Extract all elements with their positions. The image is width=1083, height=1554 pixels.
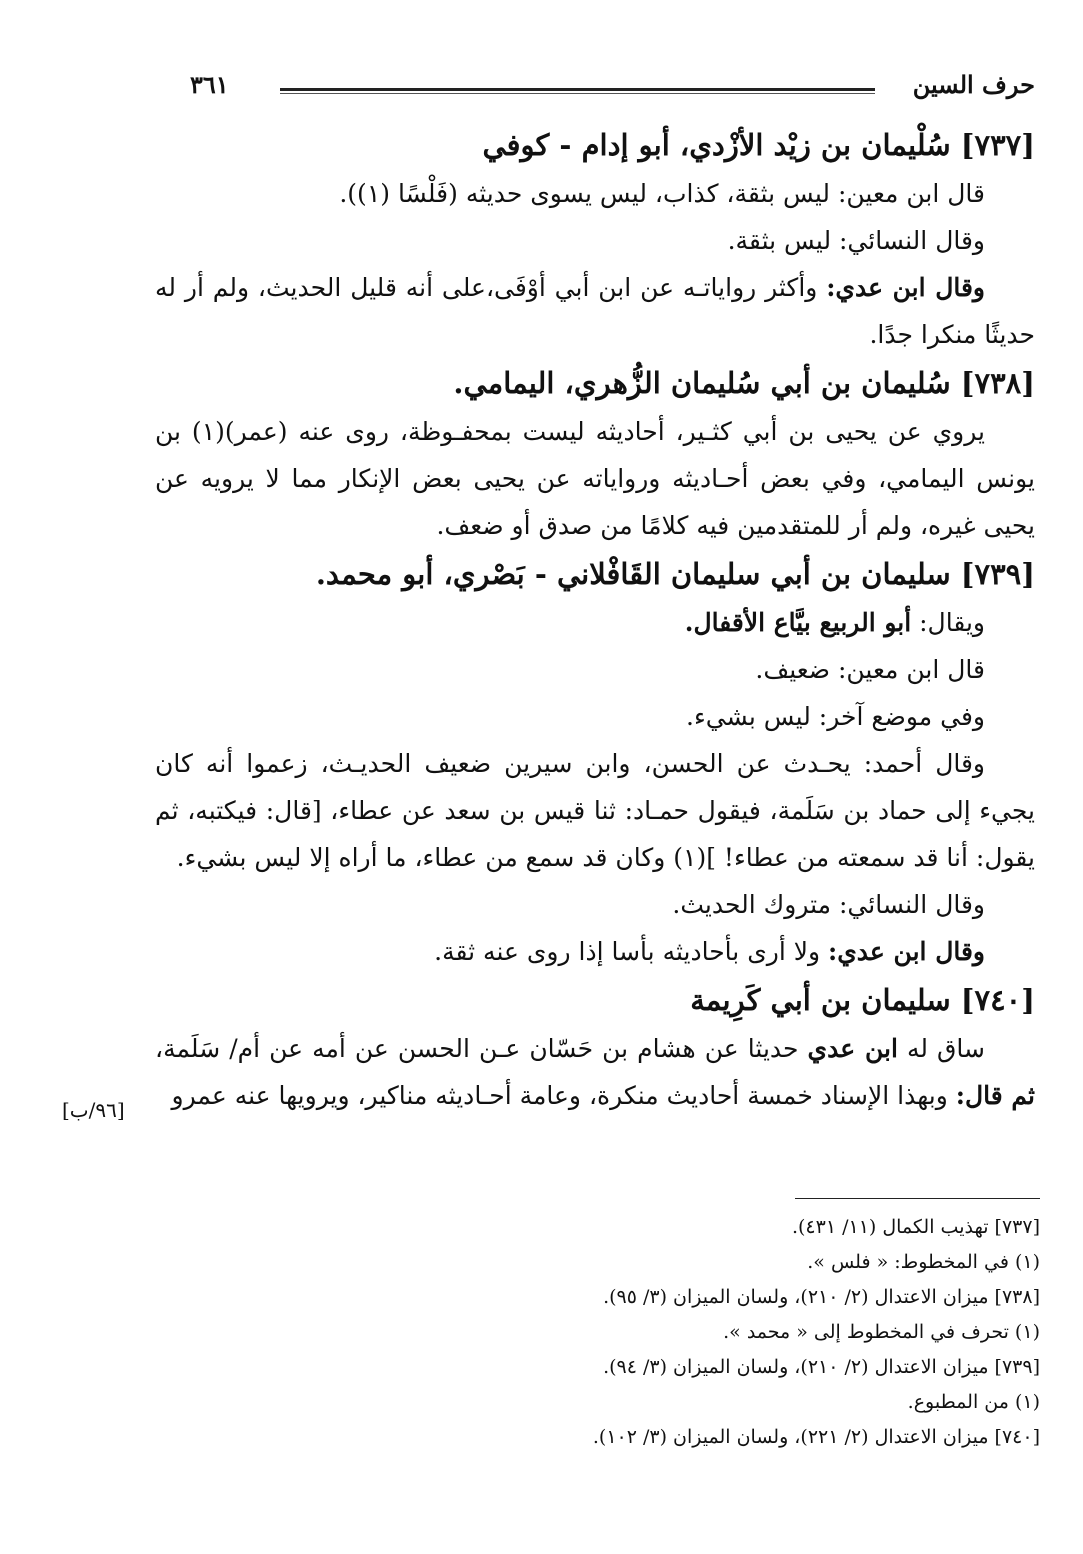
entry-738-paragraph: يروي عن يحيى بن أبي كثـير، أحاديثه ليست بمحفـوظة، روى عنه (عمر)(١) بن يونس اليمامي، وفي بعض أحـاديثه ورواياته عن يحيى بعض الإنكار مما لا يرويه عن يحيى غيره، ولم أر للمتقدمين فيه كلامًا من صدق أو ضعف. xyxy=(155,417,1035,540)
entry-heading-740: [٧٤٠] سليمان بن أبي كَرِيمة xyxy=(690,983,1035,1017)
footnote: (١) تحرف في المخطوط إلى « محمد ». xyxy=(723,1321,1040,1343)
page-number: ٣٦١ xyxy=(190,70,229,99)
entry-737-paragraph: وقال النسائي: ليس بثقة. xyxy=(727,226,985,255)
entry-heading-737: [٧٣٧] سُلْيمان بن زيْد الأزْدي، أبو إدام - كوفي xyxy=(482,128,1035,162)
entry-heading-738: [٧٣٨] سُليمان بن أبي سُليمان الزُّهري، اليمامي. xyxy=(453,366,1035,400)
running-title: حرف السين xyxy=(912,70,1035,99)
entry-739-paragraph xyxy=(155,599,1035,646)
entry-739-paragraph: وفي موضع آخر: ليس بشيء. xyxy=(686,702,985,731)
entry-739-paragraph: وقال النسائي: متروك الحديث. xyxy=(672,890,985,919)
paragraph-text: وأكثر رواياتـه عن ابن أبي أوْفَى،على أنه قليل الحديث، ولم أر له حديثًا منكرا جدًا. xyxy=(155,273,1035,349)
paragraph-text: ساق له xyxy=(897,1034,985,1063)
entry-heading-739: [٧٣٩] سليمان بن أبي سليمان القَافْلاني - بَصْري، أبو محمد. xyxy=(315,557,1035,591)
entry-739-paragraph: وقال أحمد: يحـدث عن الحسن، وابن سيرين ضعيف الحديـث، زعموا أنه كان يجيء إلى حماد بن سَلَمة، فيقول حمـاد: ثنا قيس بن سعد عن عطاء، [قال: فيكتبه، ثم يقول: أنا قد سمعته من عطاء! ](١) وكان قد سمع من عطاء، ما أراه إلا ليس بشيء. xyxy=(155,749,1035,872)
entry-737-paragraph xyxy=(155,264,1035,358)
speaker-label: وقال ابن عدي: xyxy=(828,937,985,966)
speaker-label: ثم قال: xyxy=(955,1081,1035,1110)
footnote: (١) من المطبوع. xyxy=(907,1391,1040,1413)
kunya-label: أبو الربيع بيَّاع الأقفال. xyxy=(684,608,912,637)
main-text xyxy=(155,120,1035,1119)
footnotes xyxy=(200,1210,1040,1455)
paragraph-text: وبهذا الإسناد خمسة أحاديث منكرة، وعامة أحـاديثه مناكير، ويرويها عنه عمرو xyxy=(171,1081,956,1110)
paragraph-text: ويقال: xyxy=(911,608,985,637)
page-header xyxy=(190,70,1045,110)
footnote: [٧٣٧] تهذيب الكمال (١١/ ٤٣١). xyxy=(791,1216,1040,1238)
speaker-label: ابن عدي xyxy=(807,1034,898,1063)
entry-739-paragraph xyxy=(155,928,1035,975)
header-rule xyxy=(280,88,875,94)
paragraph-text: ولا أرى بأحاديثه بأسا إذا روى عنه ثقة. xyxy=(434,937,829,966)
footnote: (١) في المخطوط: « فلس ». xyxy=(807,1251,1040,1273)
entry-739-paragraph: قال ابن معين: ضعيف. xyxy=(755,655,985,684)
footnote: [٧٤٠] ميزان الاعتدال (٢/ ٢٢١)، ولسان الميزان (٣/ ١٠٢). xyxy=(592,1426,1040,1448)
entry-740-paragraph xyxy=(155,1025,1035,1119)
speaker-label: وقال ابن عدي: xyxy=(826,273,986,302)
footnote-separator xyxy=(795,1198,1040,1199)
footnote: [٧٣٨] ميزان الاعتدال (٢/ ٢١٠)، ولسان الميزان (٣/ ٩٥). xyxy=(603,1286,1040,1308)
entry-737-paragraph: قال ابن معين: ليس بثقة، كذاب، ليس يسوى حديثه (فَلْسًا (١)). xyxy=(339,179,985,208)
paragraph-text: حديثا عن هشام بن حَسّان عـن الحسن عن أمه عن أم/ سَلَمة، xyxy=(155,1034,808,1063)
footnote: [٧٣٩] ميزان الاعتدال (٢/ ٢١٠)، ولسان الميزان (٣/ ٩٤). xyxy=(603,1356,1040,1378)
manuscript-folio-note: [٩٦/ب] xyxy=(62,1098,125,1122)
